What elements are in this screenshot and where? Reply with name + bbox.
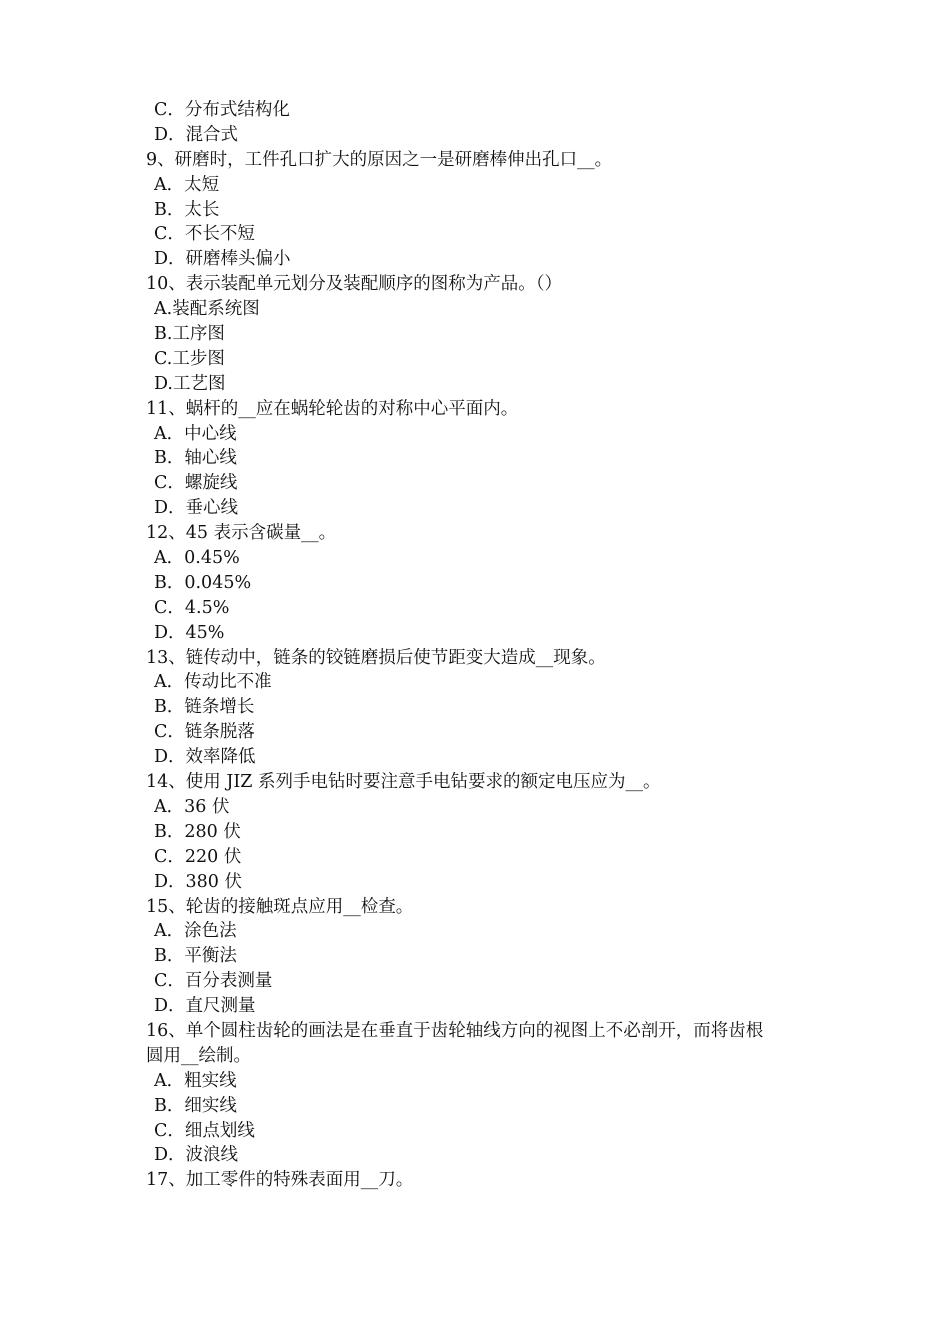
- option-line: B．280 伏: [154, 821, 241, 842]
- option-line: D．混合式: [154, 124, 239, 145]
- question-line: 12、45 表示含碳量__。: [146, 523, 337, 544]
- option-line: B．轴心线: [154, 448, 237, 469]
- option-line: D．波浪线: [154, 1145, 239, 1166]
- option-line: A．涂色法: [154, 921, 237, 942]
- option-line: B．链条增长: [154, 697, 255, 718]
- question-line: 10、表示装配单元划分及装配顺序的图称为产品。（）: [146, 274, 563, 295]
- option-line: A．传动比不准: [154, 672, 272, 693]
- option-line: A．中心线: [154, 423, 237, 444]
- option-line: B．太长: [154, 199, 220, 220]
- option-line: C．220 伏: [154, 846, 242, 867]
- option-line: B．细实线: [154, 1095, 237, 1116]
- question-line: 17、加工零件的特殊表面用__刀。: [146, 1170, 414, 1191]
- option-line: A．36 伏: [154, 796, 230, 817]
- option-line: A．0.45%: [154, 548, 240, 569]
- question-line: 13、链传动中，链条的铰链磨损后使节距变大造成__现象。: [146, 647, 606, 668]
- option-line: D．研磨棒头偏小: [154, 249, 291, 270]
- option-line: C．不长不短: [154, 224, 255, 245]
- option-line: D．45%: [154, 622, 225, 643]
- option-line: B．0.045%: [154, 572, 252, 593]
- option-line: C．百分表测量: [154, 971, 273, 992]
- question-line: 11、蜗杆的__应在蜗轮轮齿的对称中心平面内。: [146, 398, 519, 419]
- option-line: C．螺旋线: [154, 473, 238, 494]
- question-line-continued: 圆用__绘制。: [146, 1045, 251, 1066]
- question-line: 15、轮齿的接触斑点应用__检查。: [146, 896, 414, 917]
- option-line: C．4.5%: [154, 597, 230, 618]
- option-line: C．细点划线: [154, 1120, 255, 1141]
- question-line: 14、使用 JIZ 系列手电钻时要注意手电钻要求的额定电压应为__。: [146, 772, 661, 793]
- option-line: C．分布式结构化: [154, 100, 290, 120]
- option-line: C.工步图: [154, 348, 225, 369]
- option-line: B.工序图: [154, 324, 225, 345]
- option-line: B．平衡法: [154, 946, 237, 967]
- question-line: 16、单个圆柱齿轮的画法是在垂直于齿轮轴线方向的视图上不必剖开，而将齿根: [146, 1020, 764, 1041]
- question-list: [146, 98, 826, 1193]
- option-line: A．粗实线: [154, 1070, 237, 1091]
- option-line: A．太短: [154, 174, 220, 195]
- question-line: 9、研磨时，工件孔口扩大的原因之一是研磨棒伸出孔口__。: [146, 149, 613, 170]
- option-line: D．直尺测量: [154, 996, 256, 1017]
- option-line: C．链条脱落: [154, 722, 255, 743]
- option-line: A.装配系统图: [154, 299, 260, 320]
- option-line: D.工艺图: [154, 373, 226, 394]
- option-line: D．垂心线: [154, 498, 239, 519]
- option-line: D．380 伏: [154, 871, 242, 892]
- option-line: D．效率降低: [154, 747, 256, 768]
